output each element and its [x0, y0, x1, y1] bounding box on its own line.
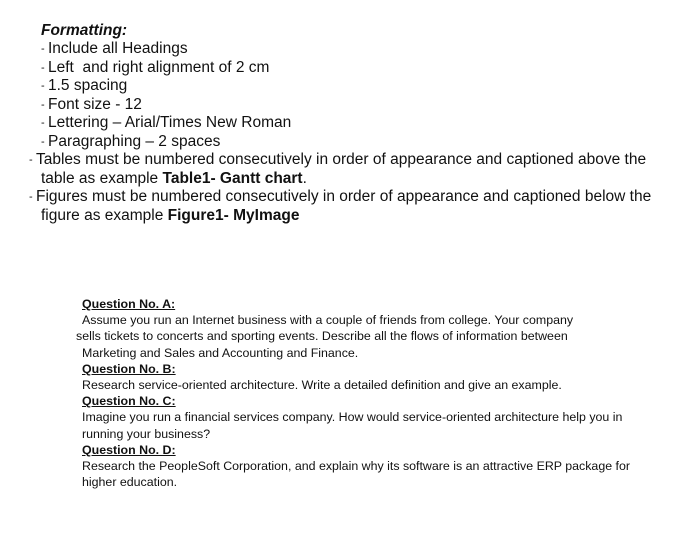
formatting-item-text: 1.5 spacing [48, 77, 128, 94]
formatting-sub-item [29, 151, 661, 188]
formatting-item [41, 77, 661, 96]
dash-bullet: - [41, 43, 45, 55]
question-body: Imagine you run a financial services company. How would service-oriented architecture help you in running your business? [82, 410, 623, 441]
dash-bullet: - [29, 154, 33, 166]
question-body [76, 312, 652, 361]
formatting-sub-item [29, 188, 661, 225]
caption-example: Figure1- MyImage [167, 206, 300, 224]
formatting-sub-list [29, 151, 661, 225]
dash-bullet: - [41, 61, 45, 74]
question-body-line: sells tickets to concerts and sporting events. Describe all the flows of information between [76, 329, 568, 344]
question-body-line: Marketing and Sales and Accounting and Finance. [82, 345, 359, 360]
dash-bullet: - [29, 191, 33, 203]
dash-bullet: - [41, 117, 45, 129]
question-body: Research the PeopleSoft Corporation, and explain why its software is an attractive ERP package for higher education. [82, 459, 631, 490]
formatting-item-text: Font size - 12 [48, 95, 142, 113]
formatting-item [41, 59, 661, 78]
formatting-item-text: Left and right alignment of 2 cm [48, 58, 270, 76]
question-title: Question No. C: [82, 394, 176, 409]
dash-bullet: - [41, 98, 45, 111]
questions-section [76, 296, 652, 490]
question-title: Question No. B: [82, 361, 176, 376]
caption-example: Table1- Gantt chart [162, 169, 303, 187]
formatting-heading: Formatting: [41, 22, 128, 39]
question-body: Research service-oriented architecture. Write a detailed definition and give an example. [82, 378, 562, 393]
sub-item-text: Tables must be numbered consecutively in order of appearance and captioned above the table as example [36, 151, 647, 187]
dash-bullet: - [41, 80, 45, 92]
question-title: Question No. A: [82, 297, 176, 311]
sub-item-text: Figures must be numbered consecutively in order of appearance and captioned below the figure as example [36, 188, 652, 224]
formatting-item [41, 96, 661, 115]
formatting-item [41, 40, 661, 59]
formatting-item-text: Lettering – Arial/Times New Roman [48, 114, 292, 131]
formatting-item-text: Include all Headings [48, 40, 188, 57]
sub-item-suffix: . [302, 169, 307, 187]
formatting-item [41, 114, 661, 133]
formatting-item-text: Paragraphing – 2 spaces [48, 132, 221, 150]
formatting-item [29, 132, 661, 226]
question-title: Question No. D: [82, 442, 176, 457]
question-body-line: Assume you run an Internet business with a couple of friends from college. Your company [82, 313, 574, 328]
dash-bullet: - [41, 135, 45, 148]
formatting-list [29, 40, 661, 225]
